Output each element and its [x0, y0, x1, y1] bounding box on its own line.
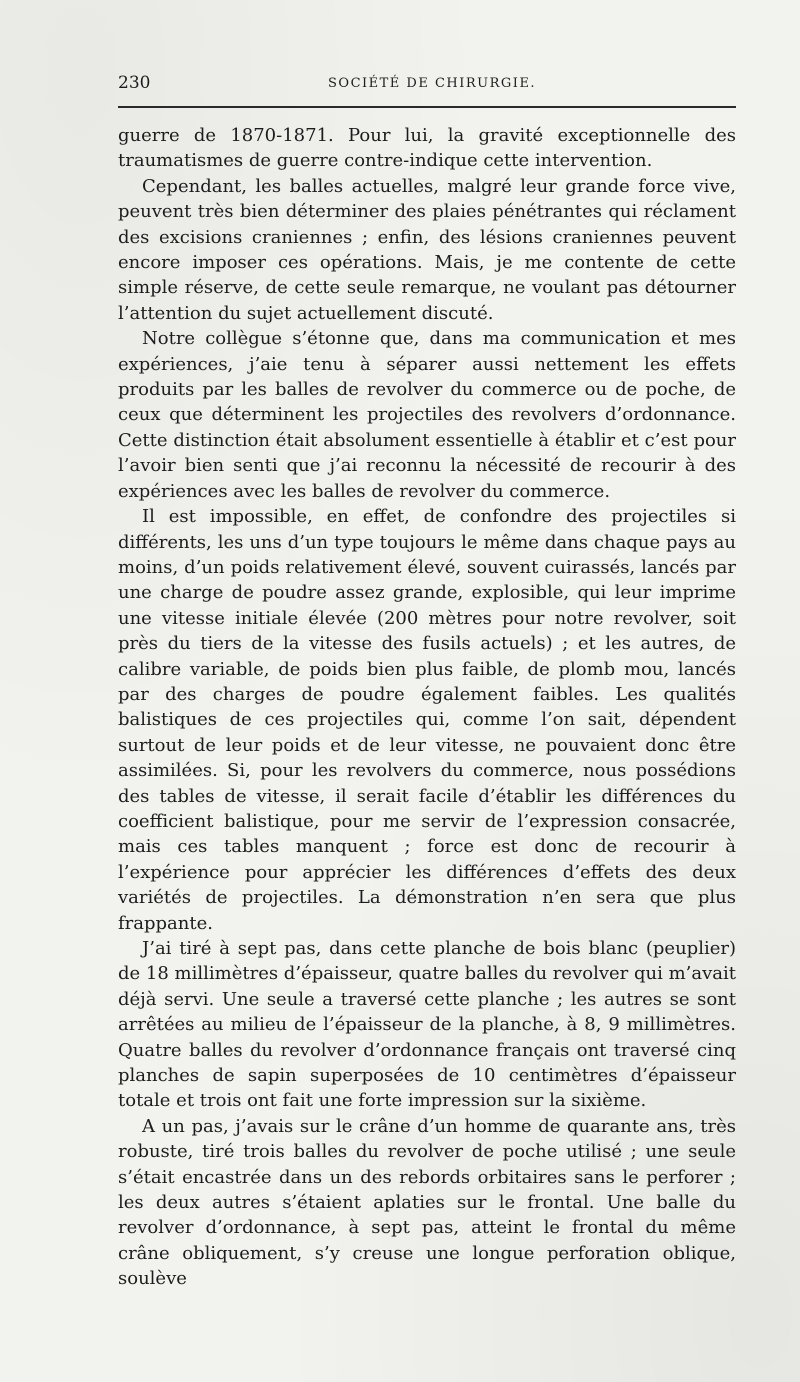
page-number: 230	[118, 73, 151, 93]
running-head	[118, 73, 736, 97]
paragraph-2: Cependant, les balles actuelles, malgré leur grande force vive, peuvent très bien déterminer des plaies pénétrantes qui réclament des excisions craniennes ; enfin, des lésions craniennes peuvent encore imposer ces opérations. Mais, je me contente de cette simple réserve, de cette seule remarque, ne voulant pas détourner l’attention du sujet actuellement discuté.	[118, 175, 736, 324]
body-text	[118, 123, 736, 1292]
paragraph-3: Notre collègue s’étonne que, dans ma communication et mes expériences, j’aie tenu à séparer aussi nettement les effets produits par les balles de revolver du commerce ou de poche, de ceux que déterminent les projectiles des revolvers d’ordonnance. Cette distinction était absolument essentielle à établir et c’est pour l’avoir bien senti que j’ai reconnu la nécessité de recourir à des expériences avec les balles de revolver du commerce.	[118, 328, 736, 502]
paragraph-5: J’ai tiré à sept pas, dans cette planche de bois blanc (peuplier) de 18 millimètres d’épaisseur, quatre balles du revolver qui m’avait déjà servi. Une seule a traversé cette planche ; les autres se sont arrêtées au milieu de l’épaisseur de la planche, à 8, 9 millimètres. Quatre balles du revolver d’ordonnance français ont traversé cinq planches de sapin superposées de 10 centimètres d’épaisseur totale et trois ont fait une forte impression sur la sixième.	[118, 938, 736, 1112]
header-rule	[118, 106, 736, 108]
running-title: SOCIÉTÉ DE CHIRURGIE.	[328, 76, 537, 91]
paragraph-4: Il est impossible, en effet, de confondre des projectiles si différents, les uns d’un type toujours le même dans chaque pays au moins, d’un poids relativement élevé, souvent cuirassés, lancés par une charge de poudre assez grande, explosible, qui leur imprime une vitesse initiale élevée (200 mètres pour notre revolver, soit près du tiers de la vitesse des fusils actuels) ; et les autres, de calibre variable, de poids bien plus faible, de plomb mou, lancés par des charges de poudre également faibles. Les qualités balistiques de ces projectiles qui, comme l’on sait, dépendent surtout de leur poids et de leur vitesse, ne pouvaient donc être assimilées. Si, pour les revolvers du commerce, nous possédions des tables de vitesse, il serait facile d’établir les différences du coefficient balistique, pour me servir de l’expression consacrée, mais ces tables manquent ; force est donc de recourir à l’expérience pour apprécier les différences d’effets des deux variétés de projectiles. La démonstration n’en sera que plus frappante.	[118, 506, 736, 934]
paragraph-6: A un pas, j’avais sur le crâne d’un homme de quarante ans, très robuste, tiré trois balles du revolver de poche utilisé ; une seule s’était encastrée dans un des rebords orbitaires sans le perforer ; les deux autres s’étaient aplaties sur le frontal. Une balle du revolver d’ordonnance, à sept pas, atteint le frontal du même crâne obliquement, s’y creuse une longue perforation oblique, soulève	[118, 1115, 736, 1290]
paragraph-1: guerre de 1870-1871. Pour lui, la gravité exceptionnelle des traumatismes de guerre contre-indique cette intervention.	[118, 125, 736, 172]
